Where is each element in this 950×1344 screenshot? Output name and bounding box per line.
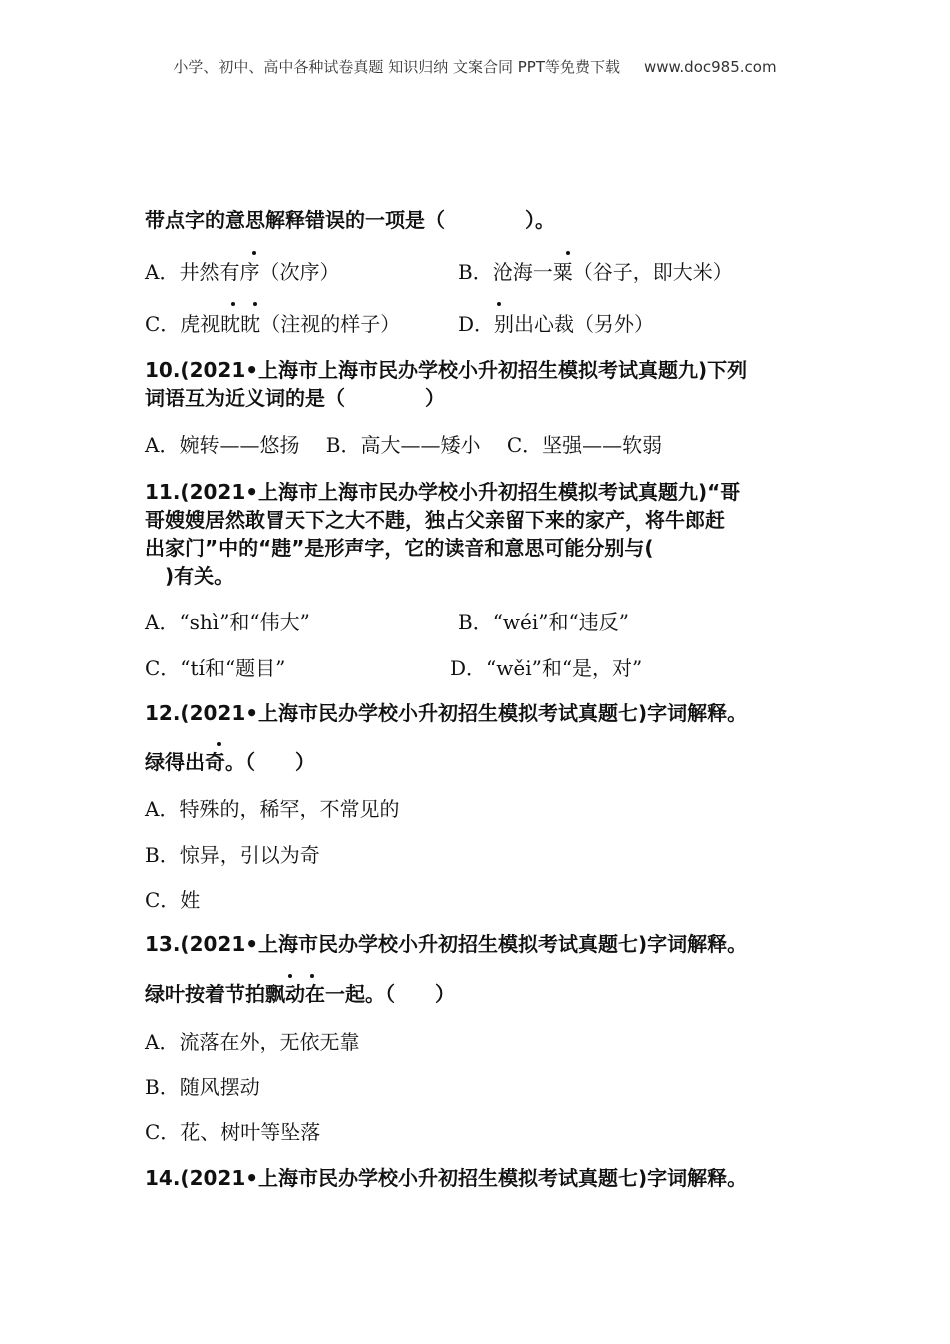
q9-option-a: A．井然有序（次序） (145, 260, 340, 284)
q13-option-b: B．随风摆动 (145, 1075, 260, 1099)
q12-option-b: B．惊异，引以为奇 (145, 843, 320, 867)
q9-option-c: C．虎视眈眈（注视的样子） (145, 312, 401, 336)
q10-stem-line1: 10.(2021•上海市上海市民办学校小升初招生模拟考试真题九)下列 (145, 358, 748, 382)
q13-sentence: 绿叶按着节拍飘动在一起。（ ） (145, 982, 455, 1006)
q11-option-d: D．“wěi”和“是，对” (450, 656, 643, 680)
q10-options: A．婉转——悠扬 B．高大——矮小 C．坚强——软弱 (145, 433, 663, 457)
q11-stem-line3: 出家门”中的“韪”是形声字，它的读音和意思可能分别与( (145, 536, 654, 560)
header-site: www.doc985.com (643, 58, 777, 76)
q14-stem: 14.(2021•上海市民办学校小升初招生模拟考试真题七)字词解释。 (145, 1166, 748, 1190)
q13-option-c: C．花、树叶等坠落 (145, 1120, 321, 1144)
q11-stem-line2: 哥嫂嫂居然敢冒天下之大不韪，独占父亲留下来的家产，将牛郎赶 (145, 508, 725, 532)
q13-stem: 13.(2021•上海市民办学校小升初招生模拟考试真题七)字词解释。 (145, 932, 748, 956)
q12-sentence: 绿得出奇。（ ） (145, 750, 315, 774)
q10-stem-line2: 词语互为近义词的是（ ） (145, 386, 445, 410)
q11-stem-line1: 11.(2021•上海市上海市民办学校小升初招生模拟考试真题九)“哥 (145, 480, 741, 504)
emphasis-dot (566, 251, 570, 255)
emphasis-dot (310, 974, 314, 978)
header-text: 小学、初中、高中各种试卷真题 知识归纳 文案合同 PPT等免费下载 (173, 58, 620, 76)
q11-stem-line4: )有关。 (145, 564, 235, 588)
q11-option-a: A．“shì”和“伟大” (145, 610, 310, 634)
q12-option-c: C．姓 (145, 888, 201, 912)
q9-option-b: B．沧海一粟（谷子，即大米） (458, 260, 733, 284)
emphasis-dot (217, 742, 221, 746)
q12-stem: 12.(2021•上海市民办学校小升初招生模拟考试真题七)字词解释。 (145, 701, 748, 725)
emphasis-dot (231, 302, 235, 306)
emphasis-dot (288, 974, 292, 978)
q13-option-a: A．流落在外，无依无靠 (145, 1030, 360, 1054)
q11-option-b: B．“wéi”和“违反” (458, 610, 629, 634)
q12-option-a: A．特殊的，稀罕，不常见的 (145, 797, 400, 821)
emphasis-dot (253, 302, 257, 306)
page-header (0, 56, 950, 77)
emphasis-dot (497, 302, 501, 306)
q11-option-c: C．“tí和“题目” (145, 656, 286, 680)
q9-option-d: D．别出心裁（另外） (458, 312, 655, 336)
q9-stem: 带点字的意思解释错误的一项是（ ）。 (145, 208, 555, 232)
emphasis-dot (252, 251, 256, 255)
